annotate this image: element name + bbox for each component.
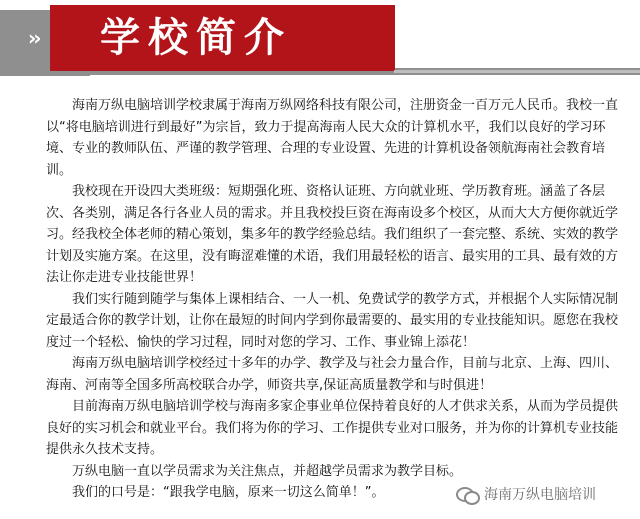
paragraph: 我们的口号是：“跟我学电脑，原来一切这么简单！”。 [72, 485, 385, 500]
paragraph: 我们实行随到随学与集体上课相结合、一人一机、免费试学的教学方式，并根据个人实际情况制定最适合你的教学计划，让你在最短的时间内学到你最需要的、最实用的专业技能知识。愿您在我校度过一个轻松、愉快的学习过程，同时对您的学习、工作、事业锦上添花！ [46, 291, 619, 350]
banner-stripe-light [394, 70, 640, 73]
paragraph: 目前海南万纵电脑培训学校与海南多家企事业单位保持着良好的人才供求关系，从而为学员提供良好的实习机会和就业平台。我们将为你的学习、工作提供专业对口服务，并为你的计算机专业技能提供永久技术支持。 [46, 399, 619, 457]
watermark [456, 484, 596, 504]
wechat-icon [456, 485, 478, 503]
page-title: 学校简介 [100, 15, 292, 61]
paragraph: 海南万纵电脑培训学校隶属于海南万纵网络科技有限公司，注册资金一百万元人民币。我校一直以“将电脑培训进行到最好”为宗旨，致力于提高海南人民大众的计算机水平，我们以良好的学习环境、专业的教师队伍、严谨的教学管理、合理的专业设置、先进的计算机设备领航海南社会教育培训。 [46, 98, 619, 178]
article-body [46, 95, 626, 504]
paragraph: 海南万纵电脑培训学校经过十多年的办学、教学及与社会力量合作，目前与北京、上海、四川、海南、河南等全国多所高校联合办学，师资共享,保证高质量教学和与时俱进！ [46, 356, 619, 393]
header-banner [0, 0, 640, 76]
paragraph: 万纵电脑一直以学员需求为关注焦点，并超越学员需求为教学目标。 [72, 463, 463, 479]
chevron-right-icon: ›› [28, 26, 39, 50]
paragraph: 我校现在开设四大类班级：短期强化班、资格认证班、方向就业班、学历教育班。涵盖了各层次、各类别，满足各行各业人员的需求。并且我校投巨资在海南设多个校区，从而大大方便你就近学习。经我校全体老师的精心策划，集多年的教学经验总结。我们组织了一套完整、系统、实效的教学计划及实施方案。在这里，没有晦涩难懂的术语，我们用最轻松的语言、最实用的工具、最有效的方法让你走进专业技能世界！ [46, 184, 619, 285]
watermark-text: 海南万纵电脑培训 [484, 487, 596, 503]
